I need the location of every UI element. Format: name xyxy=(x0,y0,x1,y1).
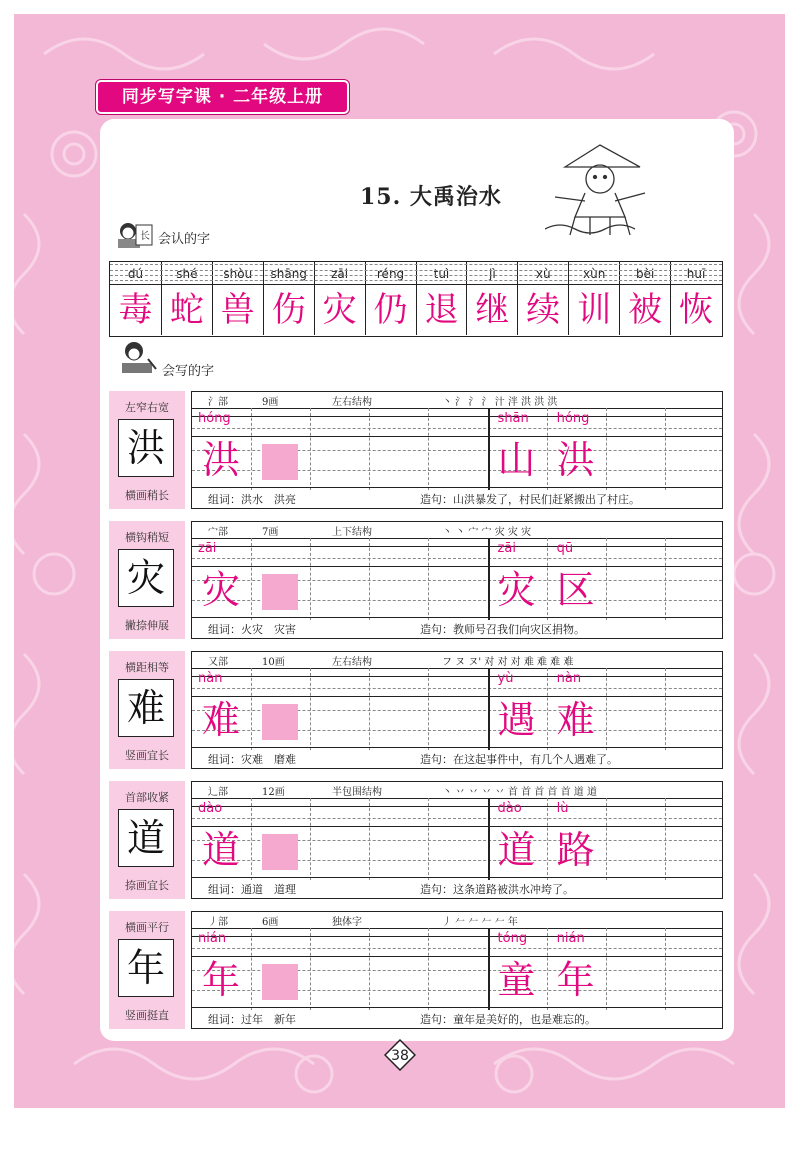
word-char: 道 xyxy=(497,828,536,872)
trace-char: 年 xyxy=(201,958,240,1002)
recognize-char-cell xyxy=(568,262,619,335)
writing-area xyxy=(192,928,722,1010)
recognize-char-cell xyxy=(365,262,416,335)
char-structure: 左右结构 xyxy=(332,397,372,408)
recognize-char-cell xyxy=(110,262,161,335)
word-char: 难 xyxy=(556,698,595,742)
recognize-pinyin: dú xyxy=(127,267,144,281)
tip-bottom: 竖画宜长 xyxy=(125,749,169,762)
example-sentence: 造句：在这起事件中，有几个人遇难了。 xyxy=(420,753,618,766)
char-structure: 半包围结构 xyxy=(332,787,382,798)
recognize-pinyin: xù xyxy=(535,267,551,281)
word-pinyin: shān xyxy=(497,411,529,426)
example-sentence: 造句：教师号召我们向灾区捐物。 xyxy=(420,623,585,636)
da-yu-illustration xyxy=(545,137,650,237)
recognize-char-cell xyxy=(517,262,568,335)
word-pinyin: nián xyxy=(556,931,585,946)
lesson-title: 15. 大禹治水 xyxy=(360,184,502,210)
word-char: 灾 xyxy=(497,568,536,612)
usage-row xyxy=(192,747,722,768)
usage-row xyxy=(192,487,722,508)
char-info-row xyxy=(192,782,722,799)
usage-row xyxy=(192,1007,722,1028)
tip-bottom: 横画稍长 xyxy=(125,489,169,502)
tip-bottom: 捺画宜长 xyxy=(125,879,169,892)
writing-area xyxy=(192,538,722,620)
trace-char: 难 xyxy=(201,698,240,742)
tip-top: 横钩稍短 xyxy=(125,531,169,544)
trace-char: 洪 xyxy=(201,438,240,482)
child-reading-icon xyxy=(114,221,154,249)
writing-area xyxy=(192,408,722,490)
char-pinyin: nián xyxy=(198,931,227,946)
recognize-pinyin: shé xyxy=(176,267,198,281)
recognize-char: 被 xyxy=(628,290,663,330)
recognize-char: 伤 xyxy=(271,290,306,330)
usage-row xyxy=(192,617,722,638)
char-radical: 又部 xyxy=(208,657,228,668)
char-structure: 左右结构 xyxy=(332,657,372,668)
practice-grid xyxy=(191,651,723,769)
char-structure: 独体字 xyxy=(332,917,362,928)
recognize-char: 蛇 xyxy=(169,290,204,330)
model-char: 年 xyxy=(126,946,165,990)
recognize-char-cell xyxy=(212,262,263,335)
model-char-box xyxy=(118,679,174,737)
writing-area xyxy=(192,798,722,880)
word-pinyin: qū xyxy=(556,541,574,556)
trace-ghost-char xyxy=(262,964,298,1000)
writing-tip-card xyxy=(109,391,185,509)
char-info-row xyxy=(192,652,722,669)
recognize-char: 灾 xyxy=(322,290,357,330)
char-pinyin: zāi xyxy=(198,541,217,556)
recognize-char-cell xyxy=(416,262,467,335)
char-strokes: 6画 xyxy=(262,917,279,928)
word-char: 区 xyxy=(556,568,595,612)
char-stroke-order: 丶 丶 宀 宀 灾 灾 灾 xyxy=(442,527,532,538)
char-stroke-order: 丿 𠂉 𠂉 𠂉 𠂉 年 xyxy=(442,917,518,928)
recognize-pinyin: huī xyxy=(686,267,706,281)
word-pinyin: nàn xyxy=(556,671,582,686)
write-section-label: 会写的字 xyxy=(162,364,215,379)
char-stroke-order: 丶 氵 氵 氵 汁 泮 洪 洪 洪 xyxy=(442,397,558,408)
book-title-tab: 同步写字课 · 二年级上册 xyxy=(96,80,349,114)
word-char: 遇 xyxy=(497,698,536,742)
tip-top: 左窄右宽 xyxy=(125,401,169,414)
model-char-box xyxy=(118,419,174,477)
recognize-char-cell xyxy=(314,262,365,335)
content-panel xyxy=(100,119,734,1041)
model-char: 灾 xyxy=(126,556,165,600)
recognize-char-cell xyxy=(670,262,721,335)
recognize-char: 退 xyxy=(424,290,459,330)
model-char-box xyxy=(118,809,174,867)
write-char-block xyxy=(109,781,723,899)
write-char-block xyxy=(109,911,723,1029)
recognize-char-cell xyxy=(466,262,517,335)
writing-tip-card xyxy=(109,911,185,1029)
tip-top: 首部收紧 xyxy=(125,791,169,804)
char-structure: 上下结构 xyxy=(332,527,372,538)
example-sentence: 造句：山洪暴发了，村民们赶紧搬出了村庄。 xyxy=(420,493,640,506)
tip-top: 横画平行 xyxy=(125,921,169,934)
recognize-char: 毒 xyxy=(118,290,153,330)
recognize-pinyin: réng xyxy=(376,267,405,281)
write-char-block xyxy=(109,651,723,769)
trace-ghost-char xyxy=(262,444,298,480)
char-info-row xyxy=(192,522,722,539)
word-char: 年 xyxy=(556,958,595,1002)
recognize-char-cell xyxy=(161,262,212,335)
writing-tip-card xyxy=(109,651,185,769)
svg-text:38: 38 xyxy=(391,1048,409,1064)
trace-ghost-char xyxy=(262,574,298,610)
char-strokes: 10画 xyxy=(262,657,285,668)
word-char: 童 xyxy=(497,958,536,1002)
writing-area xyxy=(192,668,722,750)
group-words: 组词：灾难 磨难 xyxy=(208,753,296,766)
usage-row xyxy=(192,877,722,898)
recognize-section-label: 会认的字 xyxy=(158,232,211,247)
char-strokes: 9画 xyxy=(262,397,279,408)
char-info-row xyxy=(192,912,722,929)
example-sentence: 造句：童年是美好的，也是难忘的。 xyxy=(420,1013,596,1026)
page-number-badge xyxy=(384,1039,416,1071)
recognize-pinyin: zāi xyxy=(331,267,349,281)
recognize-char: 训 xyxy=(577,290,612,330)
model-char-box xyxy=(118,549,174,607)
recognize-char-grid xyxy=(109,261,723,337)
recognize-pinyin: bèi xyxy=(635,267,655,281)
recognize-pinyin: shāng xyxy=(270,267,307,281)
trace-char: 道 xyxy=(201,828,240,872)
writing-tip-card xyxy=(109,521,185,639)
group-words: 组词：通道 道理 xyxy=(208,883,296,896)
recognize-char: 续 xyxy=(526,290,561,330)
recognize-pinyin: shòu xyxy=(223,267,253,281)
example-sentence: 造句：这条道路被洪水冲垮了。 xyxy=(420,883,574,896)
word-pinyin: lù xyxy=(556,801,569,816)
svg-text:长: 长 xyxy=(140,231,150,242)
write-char-block xyxy=(109,391,723,509)
char-strokes: 12画 xyxy=(262,787,285,798)
char-stroke-order: フ ヌ ヌ' 对 对 对 难 难 难 难 xyxy=(442,657,574,668)
char-pinyin: hóng xyxy=(198,411,231,426)
model-char: 难 xyxy=(126,686,165,730)
page-frame xyxy=(14,14,785,1108)
group-words: 组词：过年 新年 xyxy=(208,1013,296,1026)
word-pinyin: zāi xyxy=(497,541,516,556)
word-pinyin: hóng xyxy=(556,411,590,426)
recognize-char: 继 xyxy=(475,290,510,330)
model-char: 道 xyxy=(126,816,165,860)
tip-bottom: 撇捺伸展 xyxy=(125,619,169,632)
char-radical: 辶部 xyxy=(208,787,228,798)
char-pinyin: dào xyxy=(198,801,223,816)
recognize-char-cell xyxy=(619,262,670,335)
word-char: 洪 xyxy=(556,438,595,482)
word-char: 路 xyxy=(556,828,595,872)
child-writing-icon xyxy=(118,341,158,375)
word-pinyin: yù xyxy=(497,671,514,686)
practice-grid xyxy=(191,521,723,639)
tip-top: 横距相等 xyxy=(125,661,169,674)
char-info-row xyxy=(192,392,722,409)
char-strokes: 7画 xyxy=(262,527,279,538)
char-pinyin: nàn xyxy=(198,671,223,686)
word-pinyin: dào xyxy=(497,801,522,816)
tip-bottom: 竖画挺直 xyxy=(125,1009,169,1022)
recognize-char-cell xyxy=(263,262,314,335)
practice-grid xyxy=(191,781,723,899)
practice-grid xyxy=(191,391,723,509)
char-radical: 氵部 xyxy=(208,397,228,408)
recognize-pinyin: xùn xyxy=(583,267,606,281)
practice-grid xyxy=(191,911,723,1029)
trace-ghost-char xyxy=(262,704,298,740)
trace-ghost-char xyxy=(262,834,298,870)
writing-tip-card xyxy=(109,781,185,899)
model-char: 洪 xyxy=(126,426,165,470)
word-char: 山 xyxy=(497,438,536,482)
model-char-box xyxy=(118,939,174,997)
char-radical: 宀部 xyxy=(208,527,228,538)
char-stroke-order: 丶 丷 丷 丷 丷 首 首 首 首 首 道 道 xyxy=(442,787,597,798)
recognize-char: 兽 xyxy=(220,290,255,330)
write-char-block xyxy=(109,521,723,639)
word-pinyin: tóng xyxy=(497,931,528,946)
recognize-pinyin: jì xyxy=(489,267,496,281)
recognize-char: 恢 xyxy=(679,290,714,330)
group-words: 组词：洪水 洪亮 xyxy=(208,493,296,506)
group-words: 组词：火灾 灾害 xyxy=(208,623,296,636)
trace-char: 灾 xyxy=(201,568,240,612)
recognize-char: 仍 xyxy=(373,290,408,330)
recognize-pinyin: tuì xyxy=(433,267,450,281)
char-radical: 丿部 xyxy=(208,917,228,928)
